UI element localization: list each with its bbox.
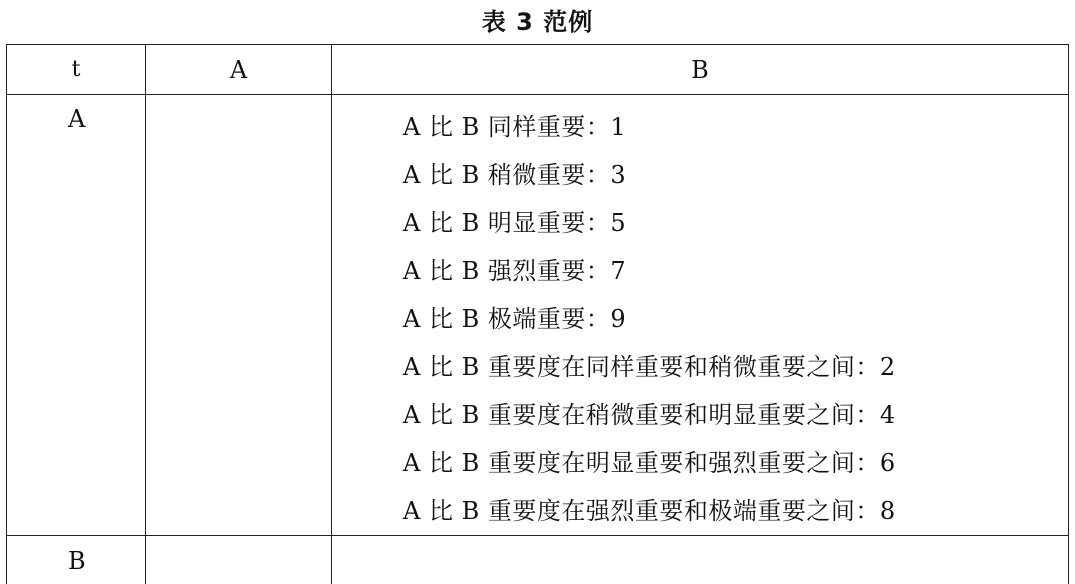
table-row [7,536,1069,584]
list-item: A 比 B 强烈重要：7 [403,257,627,285]
row-label-b: B [7,536,146,584]
row-b-column-a-cell [146,536,332,584]
comparison-table [6,44,1069,584]
list-item: A 比 B 极端重要：9 [403,305,627,333]
list-item: A 比 B 稍微重要：3 [403,161,627,189]
row-label-a: A [7,95,146,536]
list-item: A 比 B 重要度在强烈重要和极端重要之间：8 [403,497,896,525]
row-b-column-b-cell [332,536,1069,584]
column-header-t: t [7,45,146,95]
row-a-column-a-cell [146,95,332,536]
column-header-a: A [146,45,332,95]
column-header-b: B [332,45,1069,95]
importance-scale-list [332,95,1068,535]
list-item: A 比 B 同样重要：1 [403,113,627,141]
list-item: A 比 B 明显重要：5 [403,209,627,237]
table-header-row [7,45,1069,95]
table-caption: 表 3 范例 [481,8,594,36]
list-item: A 比 B 重要度在同样重要和稍微重要之间：2 [403,353,896,381]
list-item: A 比 B 重要度在稍微重要和明显重要之间：4 [403,401,896,429]
list-item: A 比 B 重要度在明显重要和强烈重要之间：6 [403,449,896,477]
table-row [7,95,1069,536]
row-a-column-b-cell [332,95,1069,536]
